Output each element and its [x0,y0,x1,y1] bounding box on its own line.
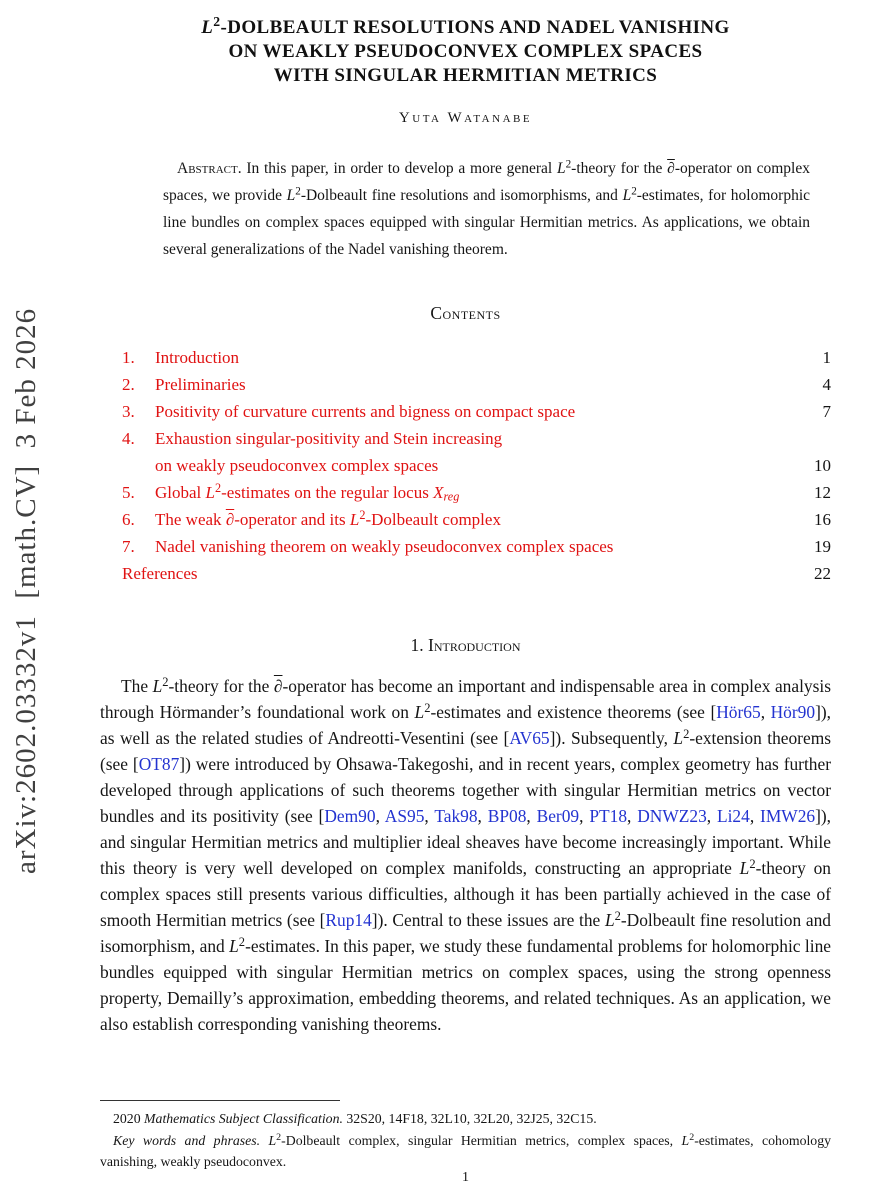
toc-item-number: 2. [122,375,135,394]
text-segment: 2 [614,908,621,923]
text-segment: -operator on complex spaces, we provide [163,160,810,204]
citation-link[interactable]: AV65 [509,728,550,748]
text-segment: reg [443,489,460,504]
text-segment: 2020 [113,1111,145,1126]
toc-item-label [155,506,814,533]
text-segment: Introduction [155,348,240,367]
text-segment: L [205,483,215,502]
citation-link[interactable]: Li24 [716,806,750,826]
section-title: Introduction [428,635,521,655]
text-segment: The weak [155,510,226,529]
toc-item-page: 4 [822,375,831,394]
text-segment: L [268,1132,277,1148]
intro-paragraph [100,673,831,1037]
footnote-keywords [100,1130,831,1173]
text-segment: ]). Central to these issues are the [371,910,605,930]
section-number: 1. [410,635,424,655]
citation-link[interactable]: BP08 [487,806,527,826]
text-segment: 2 [215,480,222,495]
text-segment: X [433,483,444,502]
citation-link[interactable]: AS95 [384,806,425,826]
toc-item-number: 3. [122,402,135,421]
text-segment: 2 [238,934,246,949]
section-heading [100,635,831,656]
citation-link[interactable]: Tak98 [434,806,478,826]
text-segment: ]), as well as the related studies of Andreotti-Vesentini (see [ [100,702,831,748]
text-segment: , [424,806,435,826]
text-segment: , [627,806,638,826]
text-segment: -Dolbeault complex, singular Hermitian metrics, complex spaces, [281,1132,682,1148]
text-segment: ]), and singular Hermitian metrics and multiplier ideal sheaves have become increasingly important. While this theory is very well developed on complex manifolds, constructing an appropriate [100,806,832,878]
text-segment: L [414,702,425,722]
text-segment: on weakly pseudoconvex complex spaces [155,456,439,475]
page-number: 1 [462,1170,469,1185]
text-segment: , [477,806,488,826]
text-segment: -operator has become an important and indispensable area in complex analysis through Hörmander’s foundational work on [100,676,831,722]
text-segment: L [604,910,615,930]
text-segment: WITH SINGULAR HERMITIAN METRICS [273,65,658,86]
text-segment: 2 [213,14,221,30]
citation-link[interactable]: PT18 [589,806,628,826]
text-segment: 2 [565,158,572,171]
text-segment: -Dolbeault fine resolutions and isomorphisms, and [300,187,623,204]
toc-item-label [155,371,823,398]
citation-link[interactable]: Dem90 [324,806,376,826]
text-segment: 2 [295,185,301,198]
text-segment: , [526,806,537,826]
toc-item-global-estimates[interactable] [122,479,831,506]
citation-link[interactable]: OT87 [138,754,180,774]
text-segment: ∂ [667,160,675,177]
text-segment: 2 [683,726,690,741]
text-segment: The [121,676,153,696]
toc-item-page: 19 [814,537,831,556]
text-segment: -extension theorems (see [ [100,728,831,774]
citation-link[interactable]: DNWZ23 [637,806,707,826]
text-segment: L [349,510,360,529]
footnotes [100,1100,831,1173]
text-segment: -theory on complex spaces still presents various difficulties, although it has been partially achieved in the case of smooth Hermitian metrics (see [ [100,858,831,930]
text-segment: L [201,17,214,38]
title-line-1 [100,16,831,40]
text-segment: ∂ [273,676,283,696]
toc-item-label [155,533,814,560]
text-segment: L [556,160,566,177]
toc-item-references[interactable] [122,560,831,587]
toc-item-label [122,560,814,587]
toc-item-number: 7. [122,537,135,556]
toc-item-label [155,425,814,479]
toc-item-page: 10 [814,456,831,475]
toc-item-weak-operator[interactable] [122,506,831,533]
toc-item-page: 12 [814,483,831,502]
paper-content [100,0,831,1037]
text-segment: 2 [359,507,366,522]
text-segment: -estimates and existence theorems (see [ [430,702,717,722]
text-segment: References [122,564,198,583]
title-line-2 [100,40,831,64]
toc-item-number: 5. [122,483,135,502]
table-of-contents [122,344,831,587]
toc-item-number: 1. [122,348,135,367]
text-segment: Global [155,483,206,502]
text-segment: Preliminaries [155,375,246,394]
toc-item-page: 1 [822,348,831,367]
abstract-label: Abstract. [177,160,242,177]
toc-item-positivity[interactable] [122,398,831,425]
text-segment: L [681,1132,690,1148]
text-segment: 2 [631,185,637,198]
text-segment: Nadel vanishing theorem on weakly pseudoconvex complex spaces [155,537,614,556]
text-segment: L [739,858,750,878]
abstract-text [163,160,810,258]
toc-item-label [155,398,823,425]
citation-link[interactable]: Hör65 [716,702,761,722]
text-segment: -theory for the [168,676,274,696]
text-segment: -DOLBEAULT RESOLUTIONS AND NADEL VANISHING [220,17,730,38]
text-segment: ]). Subsequently, [549,728,674,748]
toc-item-number: 6. [122,510,135,529]
text-segment: , [706,806,717,826]
text-segment: Exhaustion singular-positivity and Stein increasing [155,429,503,448]
text-segment: Mathematics Subject Classification. [144,1111,343,1126]
toc-item-introduction[interactable] [122,344,831,371]
text-segment: L [622,187,632,204]
citation-link[interactable]: Hör90 [770,702,816,722]
text-segment: , [760,702,771,722]
text-segment: -Dolbeault complex [365,510,501,529]
toc-item-exhaustion[interactable] [122,425,831,479]
toc-item-page: 16 [814,510,831,529]
text-segment: -estimates. In this paper, we study these fundamental problems for holomorphic line bundles equipped with singular Hermitian metrics on complex spaces, using the strong openness property, Demailly’s approximation, embedding theorems, and related techniques. As an application, we also establish corresponding vanishing theorems. [100,936,831,1034]
text-segment: -operator and its [234,510,350,529]
toc-item-page: 22 [814,564,831,583]
text-segment: -theory for the [571,160,668,177]
text-segment: , [375,806,385,826]
toc-item-preliminaries[interactable] [122,371,831,398]
text-segment: -Dolbeault fine resolution and isomorphism, and [100,910,831,956]
text-segment: L [673,728,684,748]
text-segment: L [286,187,296,204]
text-segment: L [229,936,239,956]
text-segment: ]) were introduced by Ohsawa-Takegoshi, and in recent years, complex geometry has further developed through applications of such theorems together with singular Hermitian metrics on vector bundles and its positivity (see [ [100,754,832,826]
contents-heading: Contents [430,303,501,323]
text-segment: Positivity of curvature currents and bigness on compact space [155,402,576,421]
text-segment: 2 [162,674,169,689]
text-segment: 2 [689,1131,695,1143]
footnote-msc [100,1108,831,1130]
text-segment: , [749,806,761,826]
text-segment: 2 [749,856,756,871]
text-segment: Key words and phrases. [113,1132,261,1148]
text-segment: -estimates, for holomorphic line bundles on complex spaces equipped with singular Hermitian metrics. As applications, we obtain several generalizations of the Nadel vanishing theorem. [163,187,811,258]
text-segment: 2 [276,1131,282,1143]
arxiv-watermark: arXiv:2602.03332v1 [math.CV] 3 Feb 2026 [10,307,42,874]
text-segment: In this paper, in order to develop a more general [241,160,557,177]
abstract [163,155,810,263]
citation-link[interactable]: Ber09 [536,806,580,826]
footnote-rule [100,1100,340,1101]
text-segment: ON WEAKLY PSEUDOCONVEX COMPLEX SPACES [228,41,703,62]
toc-item-nadel-vanishing[interactable] [122,533,831,560]
text-segment: -estimates, cohomology vanishing, weakly pseudoconvex. [100,1132,831,1169]
text-segment: 2 [424,700,431,715]
toc-item-page: 7 [822,402,831,421]
citation-link[interactable]: IMW26 [760,806,816,826]
paper-title [100,16,831,88]
text-segment: 32S20, 14F18, 32L10, 32L20, 32J25, 32C15. [342,1111,597,1126]
toc-item-label [155,344,823,371]
text-segment: ∂ [225,510,235,529]
author-name: Yuta Watanabe [398,110,533,126]
text-segment: L [152,676,163,696]
citation-link[interactable]: Rup14 [325,910,372,930]
title-line-3 [100,64,831,88]
toc-item-label [155,479,814,506]
text-segment: , [579,806,590,826]
text-segment: -estimates on the regular locus [221,483,434,502]
toc-item-number: 4. [122,429,135,448]
